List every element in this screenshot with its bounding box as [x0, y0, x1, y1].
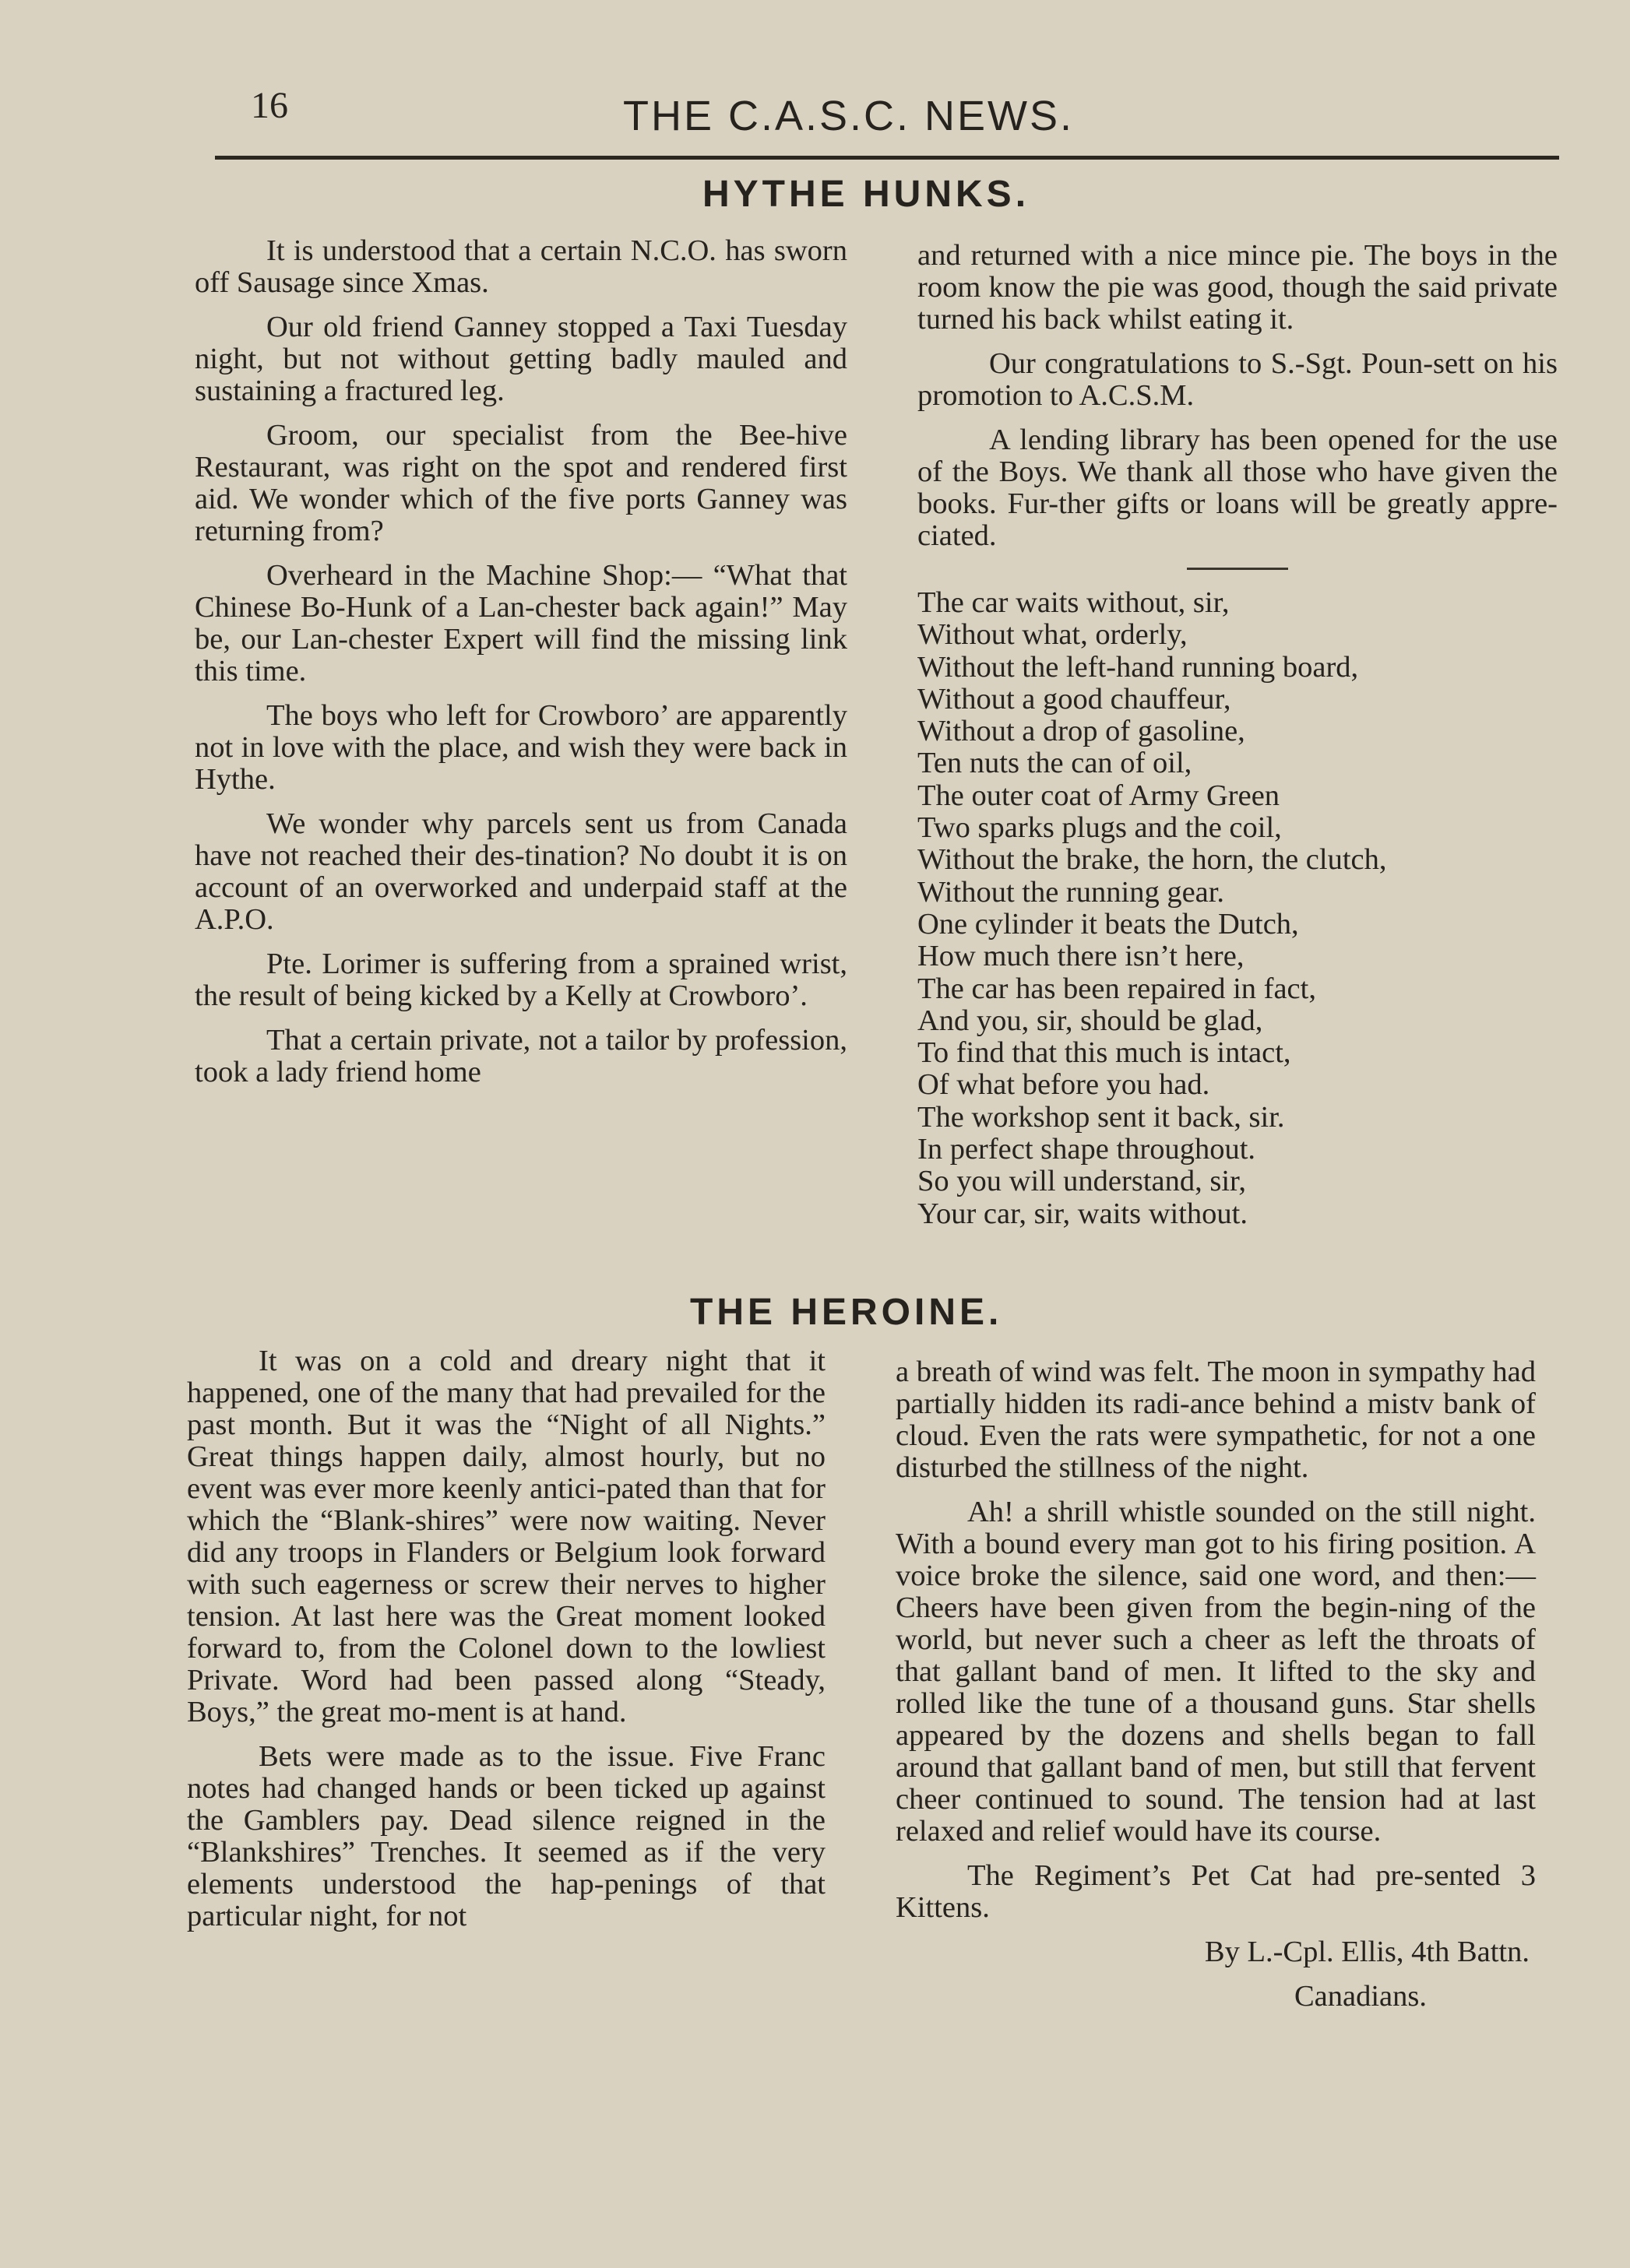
heroine-left-column	[187, 1345, 826, 1945]
heroine-right-column	[896, 1356, 1536, 2025]
poem-line: The workshop sent it back, sir.	[917, 1100, 1285, 1134]
poem-line: And you, sir, should be glad,	[917, 1004, 1263, 1037]
hythe-paragraph: Groom, our specialist from the Bee-hive Restaurant, was right on the spot and rendered first aid. We wonder which of the five ports Ganney was returning from?	[195, 419, 847, 547]
heroine-paragraph: It was on a cold and dreary night that it happened, one of the many that had prevailed for the past month. But it was the “Night of all Nights.” Great things happen daily, almost hourly, but no event was ever more keenly antici-pated than that for which the “Blank-shires” were now waiting. Never did any troops in Flanders or Belgium look forward with such eagerness or screw their nerves to higher tension. At last here was the Great moment looked forward to, from the Colonel down to the lowliest Private. Word had been passed along “Steady, Boys,” the great mo-ment is at hand.	[187, 1345, 826, 1728]
hythe-left-column	[195, 235, 847, 1101]
heroine-paragraph: Ah! a shrill whistle sounded on the still night. With a bound every man got to his firing position. A voice broke the silence, said one word, and then:— Cheers have been given from the begin-ning of the world, but never such a cheer as left the throats of that gallant band of men. It lifted to the sky and rolled like the tune of a thousand guns. Star shells appeared by the dozens and shells began to fall around that gallant band of men, but still that fervent cheer continued to sound. The tension had at last relaxed and relief would have its course.	[896, 1496, 1536, 1848]
hythe-paragraph: That a certain private, not a tailor by profession, took a lady friend home	[195, 1024, 847, 1088]
poem-line: Two sparks plugs and the coil,	[917, 811, 1282, 845]
poem-line: The car has been repaired in fact,	[917, 972, 1316, 1005]
header-rule	[215, 156, 1559, 160]
poem-line: To find that this much is intact,	[917, 1036, 1291, 1070]
heroine-paragraph: The Regiment’s Pet Cat had pre-sented 3 Kittens.	[896, 1859, 1536, 1924]
poem-line: Your car, sir, waits without.	[917, 1197, 1248, 1230]
byline: By L.-Cpl. Ellis, 4th Battn.	[1204, 1936, 1530, 1968]
poem-line: Without the brake, the horn, the clutch,	[917, 843, 1387, 877]
poem-line: Without the running gear.	[917, 875, 1225, 909]
poem-line: How much there isn’t here,	[917, 940, 1245, 973]
poem-line: In perfect shape throughout.	[917, 1133, 1256, 1166]
hythe-paragraph: and returned with a nice mince pie. The boys in the room know the pie was good, though the said private turned his back whilst eating it.	[917, 239, 1558, 336]
byline-unit: Canadians.	[1294, 1980, 1427, 2013]
hythe-paragraph: It is understood that a certain N.C.O. has sworn off Sausage since Xmas.	[195, 234, 847, 299]
page-number: 16	[251, 85, 288, 126]
poem-line: So you will understand, sir,	[917, 1165, 1246, 1198]
hythe-paragraph: Our old friend Ganney stopped a Taxi Tuesday night, but not without getting badly mauled and sustaining a fractured leg.	[195, 311, 847, 407]
car-poem	[917, 587, 1558, 1230]
heroine-title: THE HEROINE.	[690, 1292, 1003, 1333]
hythe-paragraph: Pte. Lorimer is suffering from a sprained wrist, the result of being kicked by a Kelly at Crowboro’.	[195, 948, 847, 1012]
hythe-paragraph: Overheard in the Machine Shop:— “What that Chinese Bo-Hunk of a Lan-chester back again!” May be, our Lan-chester Expert will find the missing link this time.	[195, 559, 847, 687]
poem-line: Without a drop of gasoline,	[917, 715, 1245, 748]
poem-line: Without the left-hand running board,	[917, 650, 1359, 684]
poem-line: The car waits without, sir,	[917, 586, 1230, 619]
poem-line: Without what, orderly,	[917, 618, 1188, 652]
running-title: THE C.A.S.C. NEWS.	[623, 93, 1075, 139]
hythe-paragraph: We wonder why parcels sent us from Canada have not reached their des-tination? No doubt it is on account of an overworked and underpaid staff at the A.P.O.	[195, 807, 847, 936]
hythe-right-column	[917, 240, 1558, 1230]
poem-line: The outer coat of Army Green	[917, 779, 1280, 812]
poem-line: One cylinder it beats the Dutch,	[917, 907, 1299, 941]
hythe-hunks-title: HYTHE HUNKS.	[702, 174, 1030, 215]
poem-line: Of what before you had.	[917, 1068, 1210, 1102]
poem-line: Without a good chauffeur,	[917, 682, 1231, 716]
heroine-paragraph: Bets were made as to the issue. Five Franc notes had changed hands or been ticked up against the Gamblers pay. Dead silence reigned in the “Blankshires” Trenches. It seemed as if the very elements understood the hap-penings of that particular night, for not	[187, 1740, 826, 1932]
hythe-paragraph: The boys who left for Crowboro’ are apparently not in love with the place, and wish they were back in Hythe.	[195, 699, 847, 796]
hythe-paragraph: A lending library has been opened for the use of the Boys. We thank all those who have given the books. Fur-ther gifts or loans will be greatly appre-ciated.	[917, 424, 1558, 552]
hythe-paragraph: Our congratulations to S.-Sgt. Poun-sett on his promotion to A.C.S.M.	[917, 347, 1558, 412]
poem-divider	[1187, 568, 1288, 570]
poem-line: Ten nuts the can of oil,	[917, 747, 1192, 780]
heroine-paragraph: a breath of wind was felt. The moon in sympathy had partially hidden its radi-ance behind a mistv bank of cloud. Even the rats were sympathetic, for not a one disturbed the stillness of the night.	[896, 1356, 1536, 1484]
